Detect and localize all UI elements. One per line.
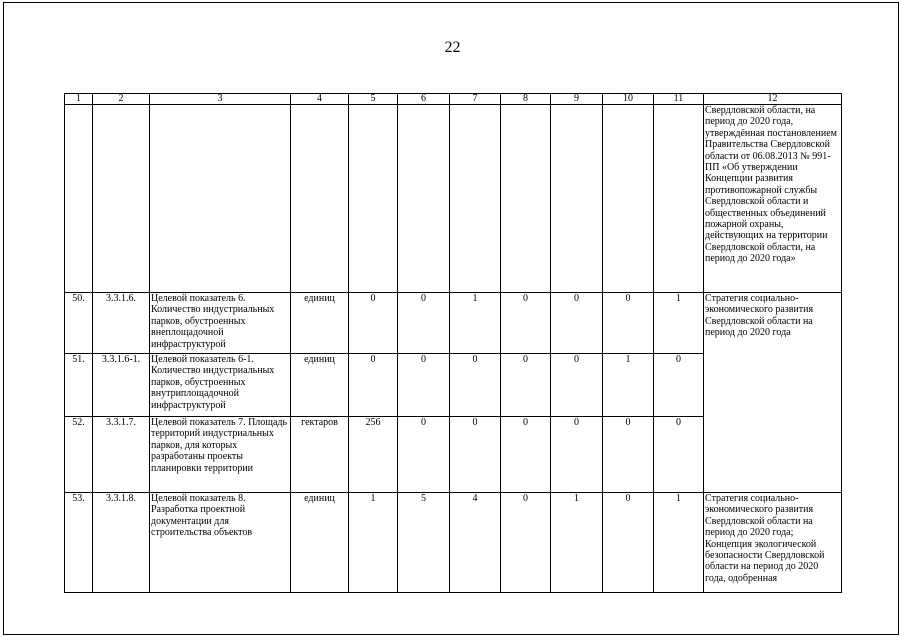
column-number: 3 — [150, 94, 291, 105]
value-cell: 0 — [551, 417, 603, 493]
column-number: 6 — [398, 94, 450, 105]
value-cell: 0 — [349, 293, 398, 354]
indicator-name: Целевой показатель 8. Разработка проектной документации для строительства объектов — [150, 493, 291, 593]
value-cell: 0 — [501, 417, 551, 493]
document-reference: Стратегия социально-экономического развития Свердловской области на период до 2020 года — [704, 293, 842, 493]
row-number: 52. — [65, 417, 93, 493]
row-number: 51. — [65, 354, 93, 417]
value-cell: 0 — [398, 293, 450, 354]
value-cell: 0 — [398, 354, 450, 417]
unit: гектаров — [291, 417, 349, 493]
empty-cell — [450, 105, 501, 293]
indicators-table — [64, 93, 842, 593]
value-cell: 0 — [603, 493, 654, 593]
value-cell: 0 — [654, 417, 704, 493]
row-number: 50. — [65, 293, 93, 354]
page-number: 22 — [444, 39, 461, 56]
indicator-code: 3.3.1.8. — [93, 493, 150, 593]
empty-cell — [291, 105, 349, 293]
value-cell: 1 — [654, 493, 704, 593]
value-cell: 0 — [450, 354, 501, 417]
document-reference: Свердловской области, на период до 2020 года, утверждённая постановлением Правительства Свердловской области от 06.08.2013 № 991-ПП «Об утверждении Концепции развития противопожарной службы Свердловской области и общественных объединений пожарной охраны, действующих на территории Свердловской области, на период до 2020 года» — [704, 105, 842, 293]
empty-cell — [654, 105, 704, 293]
unit: единиц — [291, 493, 349, 593]
column-number: 5 — [349, 94, 398, 105]
value-cell: 4 — [450, 493, 501, 593]
column-number: 1 — [65, 94, 93, 105]
value-cell: 0 — [551, 293, 603, 354]
continuation-row — [65, 105, 842, 293]
column-number: 11 — [654, 94, 704, 105]
value-cell: 5 — [398, 493, 450, 593]
empty-cell — [603, 105, 654, 293]
indicator-name: Целевой показатель 6-1. Количество индустриальных парков, обустроенных внутриплощадочной инфраструктурой — [150, 354, 291, 417]
table-row — [65, 493, 842, 593]
value-cell: 0 — [398, 417, 450, 493]
value-cell: 1 — [654, 293, 704, 354]
column-number: 4 — [291, 94, 349, 105]
indicator-code: 3.3.1.6. — [93, 293, 150, 354]
unit: единиц — [291, 354, 349, 417]
row-number: 53. — [65, 493, 93, 593]
value-cell: 1 — [551, 493, 603, 593]
value-cell: 256 — [349, 417, 398, 493]
empty-cell — [93, 105, 150, 293]
value-cell: 0 — [551, 354, 603, 417]
column-number: 9 — [551, 94, 603, 105]
value-cell: 1 — [603, 354, 654, 417]
value-cell: 0 — [501, 354, 551, 417]
column-number: 12 — [704, 94, 842, 105]
empty-cell — [551, 105, 603, 293]
column-number-header — [65, 94, 842, 105]
empty-cell — [501, 105, 551, 293]
column-number: 7 — [450, 94, 501, 105]
column-number: 8 — [501, 94, 551, 105]
value-cell: 0 — [603, 417, 654, 493]
document-reference: Стратегия социально-экономического развития Свердловской области на период до 2020 года; Концепция экологической безопасности Свердловской области на период до 2020 года, одобренная — [704, 493, 842, 593]
indicator-name: Целевой показатель 6. Количество индустриальных парков, обустроенных внеплощадочной инфраструктурой — [150, 293, 291, 354]
indicator-code: 3.3.1.6-1. — [93, 354, 150, 417]
unit: единиц — [291, 293, 349, 354]
value-cell: 1 — [450, 293, 501, 354]
value-cell: 0 — [603, 293, 654, 354]
value-cell: 0 — [501, 493, 551, 593]
empty-cell — [349, 105, 398, 293]
value-cell: 0 — [450, 417, 501, 493]
empty-cell — [398, 105, 450, 293]
indicator-name: Целевой показатель 7. Площадь территорий индустриальных парков, для которых разработаны проекты планировки территории — [150, 417, 291, 493]
value-cell: 0 — [501, 293, 551, 354]
column-number: 10 — [603, 94, 654, 105]
indicator-code: 3.3.1.7. — [93, 417, 150, 493]
value-cell: 0 — [654, 354, 704, 417]
value-cell: 1 — [349, 493, 398, 593]
value-cell: 0 — [349, 354, 398, 417]
table-row — [65, 293, 842, 354]
empty-cell — [150, 105, 291, 293]
empty-cell — [65, 105, 93, 293]
column-number: 2 — [93, 94, 150, 105]
